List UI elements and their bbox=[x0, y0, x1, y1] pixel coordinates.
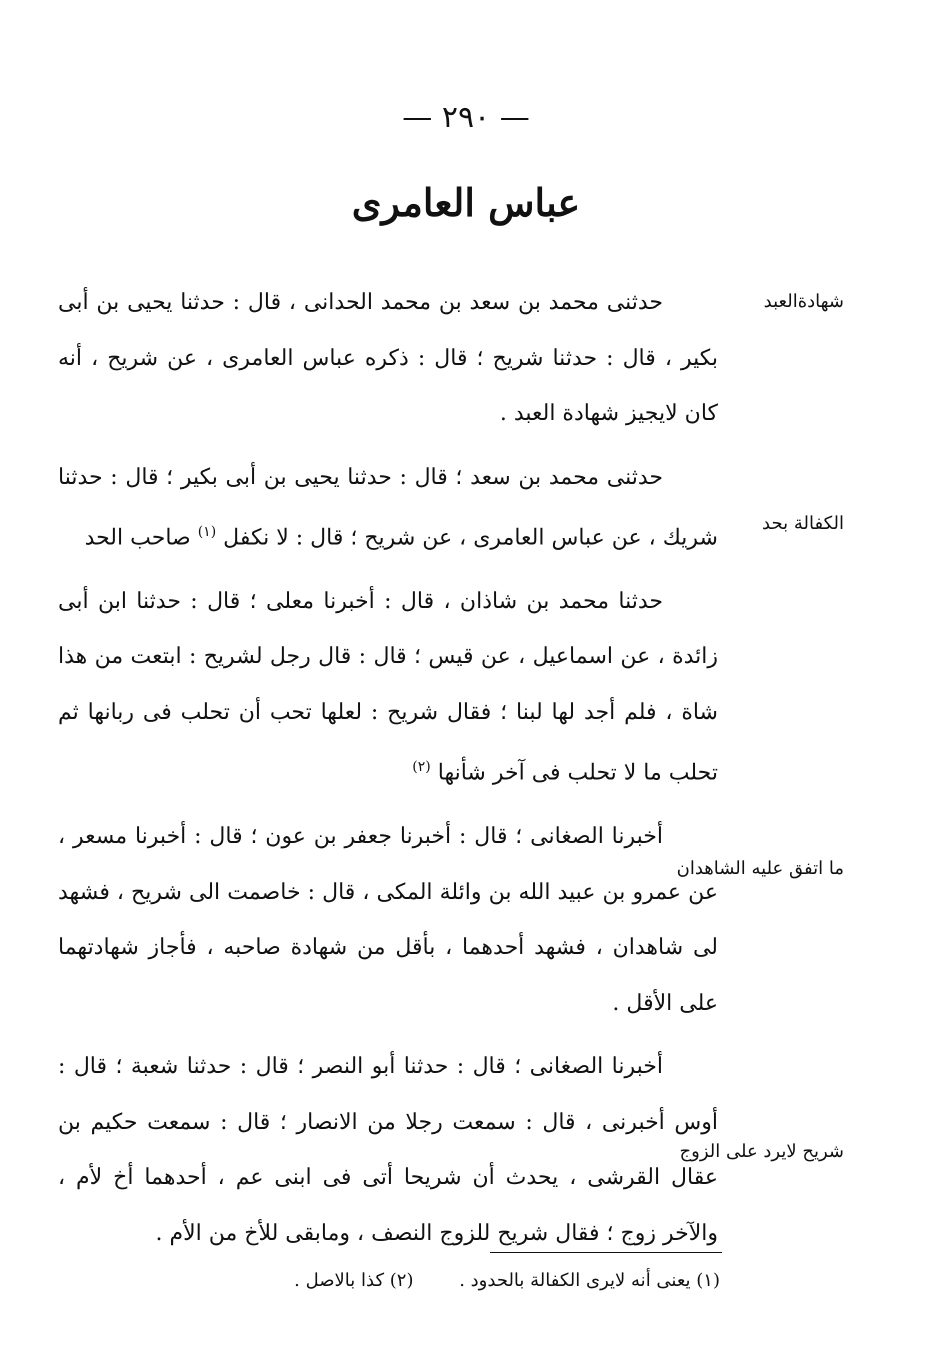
paragraph-2 bbox=[58, 450, 718, 566]
margin-note-spouse: شريح لايرد على الزوج bbox=[679, 1141, 844, 1162]
footnote-ref: (١) bbox=[197, 524, 217, 540]
margin-note-witness-slave: شهادةالعبد bbox=[763, 291, 844, 312]
paragraph-5 bbox=[58, 1039, 718, 1261]
paragraph-3 bbox=[58, 574, 718, 801]
page-title: عباس العامرى bbox=[351, 180, 581, 225]
footnote-divider bbox=[490, 1252, 722, 1253]
footnote-2: (٢) كذا بالاصل . bbox=[294, 1270, 414, 1291]
paragraph-1 bbox=[58, 275, 718, 442]
margin-note-bail: الكفالة بحد bbox=[762, 513, 844, 534]
paragraph-text: حدثنا محمد بن شاذان ، قال : أخبرنا معلى ؛ قال : حدثنا ابن أبى زائدة ، عن اسماعيل ، عن قيس ؛ قال : قال رجل لشريح : ابتعت من هذا شاة ، فلم أجد لها لبنا ؛ فقال شريح : لعلها تحب أن تحلب فى ربانها ثم تحلب ما لا تحلب فى آخر شأنها bbox=[58, 588, 718, 786]
footnote-1: (١) يعنى أنه لايرى الكفالة بالحدود . bbox=[459, 1270, 720, 1291]
main-text bbox=[58, 275, 718, 1269]
footnotes bbox=[160, 1270, 720, 1291]
page-number: — ٢٩٠ — bbox=[402, 100, 530, 135]
paragraph-text: حدثنى محمد بن سعد ؛ قال : حدثنا يحيى بن أبى بكير ؛ قال : حدثنا شريك ، عن عباس العامرى ، عن شريح ؛ قال : لا نكفل bbox=[58, 464, 718, 551]
paragraph-text: أخبرنا الصغانى ؛ قال : حدثنا أبو النصر ؛ قال : حدثنا شعبة ؛ قال : أوس أخبرنى ، قال : سمعت رجلا من الانصار ؛ قال : سمعت حكيم بن عقال القرشى ، يحدث أن شريحا أتى فى ابنى عم ، أحدهما أخ لأم ، والآخر زوج ؛ فقال شريح للزوج النصف ، ومابقى للأخ من الأم . bbox=[58, 1054, 718, 1246]
paragraph-text: حدثنى محمد بن سعد بن محمد الحدانى ، قال : حدثنا يحيى بن أبى بكير ، قال : حدثنا شريح ؛ قال : ذكره عباس العامرى ، عن شريح ، أنه كان لايجيز شهادة العبد . bbox=[58, 290, 718, 426]
margin-note-witnesses: ما اتفق عليه الشاهدان bbox=[676, 858, 844, 879]
paragraph-text: أخبرنا الصغانى ؛ قال : أخبرنا جعفر بن عون ؛ قال : أخبرنا مسعر ، عن عمرو بن عبيد الله بن وائلة المكى ، قال : خاصمت الى شريح ، فشهد لى شاهدان ، فشهد أحدهما ، بأقل من شهادة صاحبه ، فأجاز شهادتهما على الأقل . bbox=[58, 824, 718, 1016]
paragraph-4 bbox=[58, 809, 718, 1031]
paragraph-text-continued: صاحب الحد bbox=[84, 525, 198, 551]
footnote-ref: (٢) bbox=[412, 759, 431, 776]
